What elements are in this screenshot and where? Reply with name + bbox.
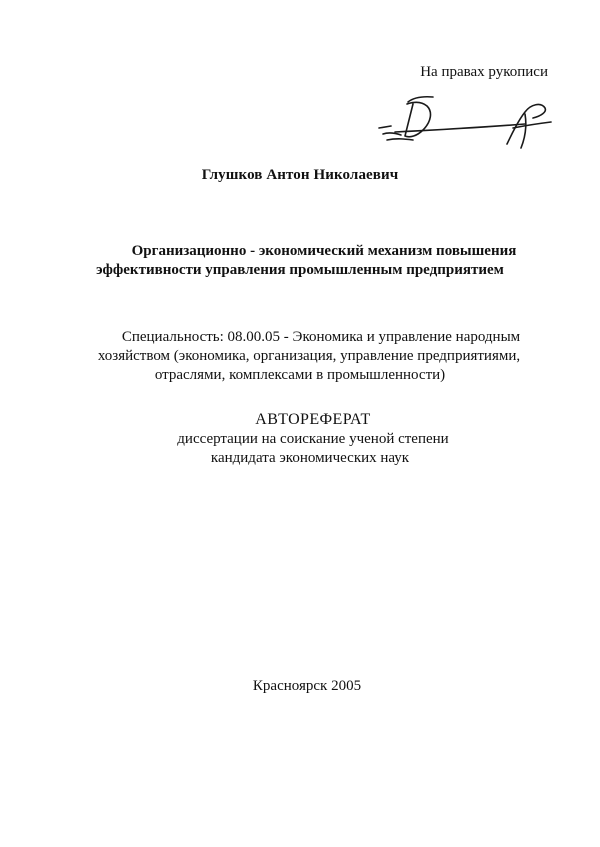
rights-note: На правах рукописи [420,64,548,80]
abstract-block [0,410,600,468]
author-name: Глушков Антон Николаевич [201,167,399,183]
title-line-1: Организационно - экономический механизм повышения [131,243,517,259]
abstract-line-1: диссертации на соискание ученой степени [177,431,449,447]
specialty-block [0,328,600,385]
title-line-2: эффективности управления промышленным предприятием [96,262,504,278]
abstract-heading: АВТОРЕФЕРАТ [255,411,371,428]
abstract-line-2: кандидата экономических наук [210,450,410,466]
specialty-line-1: Специальность: 08.00.05 - Экономика и управление народным [121,329,521,345]
specialty-line-3: отраслями, комплексами в промышленности) [154,367,446,383]
dissertation-title [0,242,600,280]
signature-icon [375,92,565,154]
city-year: Красноярск 2005 [252,678,362,694]
specialty-line-2: хозяйством (экономика, организация, управление предприятиями, [97,348,521,364]
